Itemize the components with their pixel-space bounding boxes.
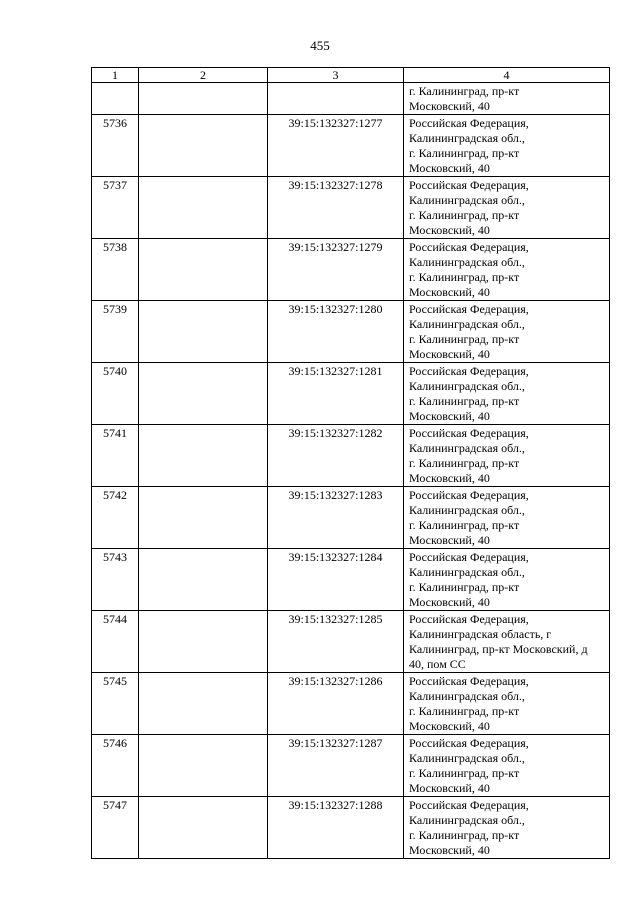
address-line: Калининградская обл., (409, 317, 525, 331)
cell-number: 5738 (92, 239, 139, 301)
address-line: Калининградская обл., (409, 689, 525, 703)
cell-col2 (139, 301, 268, 363)
cell-address (404, 363, 610, 425)
address-line: Московский, 40 (409, 533, 490, 547)
cell-cadastral: 39:15:132327:1286 (268, 673, 404, 735)
address-line: Калининградская обл., (409, 379, 525, 393)
address-line: 40, пом СС (409, 657, 466, 671)
cell-address (404, 115, 610, 177)
cell-cadastral (268, 83, 404, 115)
table-body (92, 83, 610, 859)
cell-cadastral: 39:15:132327:1278 (268, 177, 404, 239)
cell-cadastral: 39:15:132327:1287 (268, 735, 404, 797)
cell-cadastral: 39:15:132327:1285 (268, 611, 404, 673)
cell-col2 (139, 549, 268, 611)
address-line: г. Калининград, пр-кт (409, 208, 520, 222)
address-line: Российская Федерация, (409, 674, 529, 688)
cell-number: 5742 (92, 487, 139, 549)
cell-col2 (139, 115, 268, 177)
table-row (92, 177, 610, 239)
cell-number: 5737 (92, 177, 139, 239)
address-line: г. Калининград, пр-кт (409, 270, 520, 284)
address-line: г. Калининград, пр-кт (409, 84, 520, 98)
cell-address (404, 177, 610, 239)
table-row (92, 549, 610, 611)
table-row (92, 239, 610, 301)
address-line: Калининградская обл., (409, 441, 525, 455)
cell-col2 (139, 673, 268, 735)
table-row (92, 363, 610, 425)
cell-col2 (139, 487, 268, 549)
address-line: Российская Федерация, (409, 364, 529, 378)
address-line: г. Калининград, пр-кт (409, 580, 520, 594)
cell-address (404, 735, 610, 797)
cell-col2 (139, 611, 268, 673)
cell-cadastral: 39:15:132327:1284 (268, 549, 404, 611)
table-row (92, 301, 610, 363)
address-line: Российская Федерация, (409, 612, 529, 626)
address-line: Московский, 40 (409, 471, 490, 485)
cell-col2 (139, 83, 268, 115)
address-line: Российская Федерация, (409, 240, 529, 254)
address-line: Калининградская обл., (409, 813, 525, 827)
address-line: Российская Федерация, (409, 178, 529, 192)
header-col-4: 4 (404, 68, 610, 83)
address-line: г. Калининград, пр-кт (409, 332, 520, 346)
table-row (92, 797, 610, 859)
address-line: г. Калининград, пр-кт (409, 828, 520, 842)
cell-col2 (139, 363, 268, 425)
table-row (92, 673, 610, 735)
registry-table (91, 67, 610, 859)
address-line: Российская Федерация, (409, 798, 529, 812)
cell-number: 5736 (92, 115, 139, 177)
cell-cadastral: 39:15:132327:1283 (268, 487, 404, 549)
continuation-row (92, 83, 610, 115)
address-line: Российская Федерация, (409, 426, 529, 440)
address-line: Калининградская обл., (409, 503, 525, 517)
address-line: Калининградская обл., (409, 751, 525, 765)
address-line: г. Калининград, пр-кт (409, 394, 520, 408)
header-col-3: 3 (268, 68, 404, 83)
cell-number: 5747 (92, 797, 139, 859)
cell-cadastral: 39:15:132327:1280 (268, 301, 404, 363)
cell-cadastral: 39:15:132327:1279 (268, 239, 404, 301)
address-line: г. Калининград, пр-кт (409, 766, 520, 780)
cell-address (404, 83, 610, 115)
address-line: Калининградская обл., (409, 255, 525, 269)
address-line: г. Калининград, пр-кт (409, 456, 520, 470)
address-line: Российская Федерация, (409, 550, 529, 564)
table-header (92, 68, 610, 83)
cell-col2 (139, 239, 268, 301)
address-line: Московский, 40 (409, 99, 490, 113)
cell-address (404, 301, 610, 363)
address-line: Калининградская обл., (409, 565, 525, 579)
cell-cadastral: 39:15:132327:1277 (268, 115, 404, 177)
cell-col2 (139, 735, 268, 797)
address-line: Московский, 40 (409, 347, 490, 361)
cell-number: 5745 (92, 673, 139, 735)
cell-cadastral: 39:15:132327:1281 (268, 363, 404, 425)
address-line: Российская Федерация, (409, 736, 529, 750)
address-line: Калининградская обл., (409, 193, 525, 207)
address-line: Калининградская обл., (409, 131, 525, 145)
cell-address (404, 425, 610, 487)
address-line: г. Калининград, пр-кт (409, 146, 520, 160)
address-line: Московский, 40 (409, 161, 490, 175)
cell-address (404, 797, 610, 859)
table-row (92, 115, 610, 177)
address-line: г. Калининград, пр-кт (409, 518, 520, 532)
cell-col2 (139, 425, 268, 487)
table-row (92, 611, 610, 673)
header-row (92, 68, 610, 83)
address-line: г. Калининград, пр-кт (409, 704, 520, 718)
cell-number: 5744 (92, 611, 139, 673)
cell-address (404, 611, 610, 673)
table-row (92, 735, 610, 797)
table-row (92, 487, 610, 549)
address-line: Московский, 40 (409, 595, 490, 609)
address-line: Московский, 40 (409, 781, 490, 795)
page-number: 455 (310, 38, 330, 53)
address-line: Московский, 40 (409, 719, 490, 733)
cell-address (404, 549, 610, 611)
cell-number: 5743 (92, 549, 139, 611)
address-line: Московский, 40 (409, 285, 490, 299)
address-line: Российская Федерация, (409, 116, 529, 130)
cell-number: 5741 (92, 425, 139, 487)
cell-address (404, 487, 610, 549)
cell-number: 5746 (92, 735, 139, 797)
address-line: Российская Федерация, (409, 302, 529, 316)
address-line: Калининград, пр-кт Московский, д (409, 642, 588, 656)
cell-number: 5740 (92, 363, 139, 425)
cell-number (92, 83, 139, 115)
cell-address (404, 673, 610, 735)
address-line: Московский, 40 (409, 409, 490, 423)
table-row (92, 425, 610, 487)
cell-cadastral: 39:15:132327:1282 (268, 425, 404, 487)
address-line: Калининградская область, г (409, 627, 552, 641)
address-line: Российская Федерация, (409, 488, 529, 502)
address-line: Московский, 40 (409, 223, 490, 237)
cell-col2 (139, 177, 268, 239)
cell-address (404, 239, 610, 301)
cell-cadastral: 39:15:132327:1288 (268, 797, 404, 859)
header-col-1: 1 (92, 68, 139, 83)
cell-col2 (139, 797, 268, 859)
cell-number: 5739 (92, 301, 139, 363)
address-line: Московский, 40 (409, 843, 490, 857)
header-col-2: 2 (139, 68, 268, 83)
